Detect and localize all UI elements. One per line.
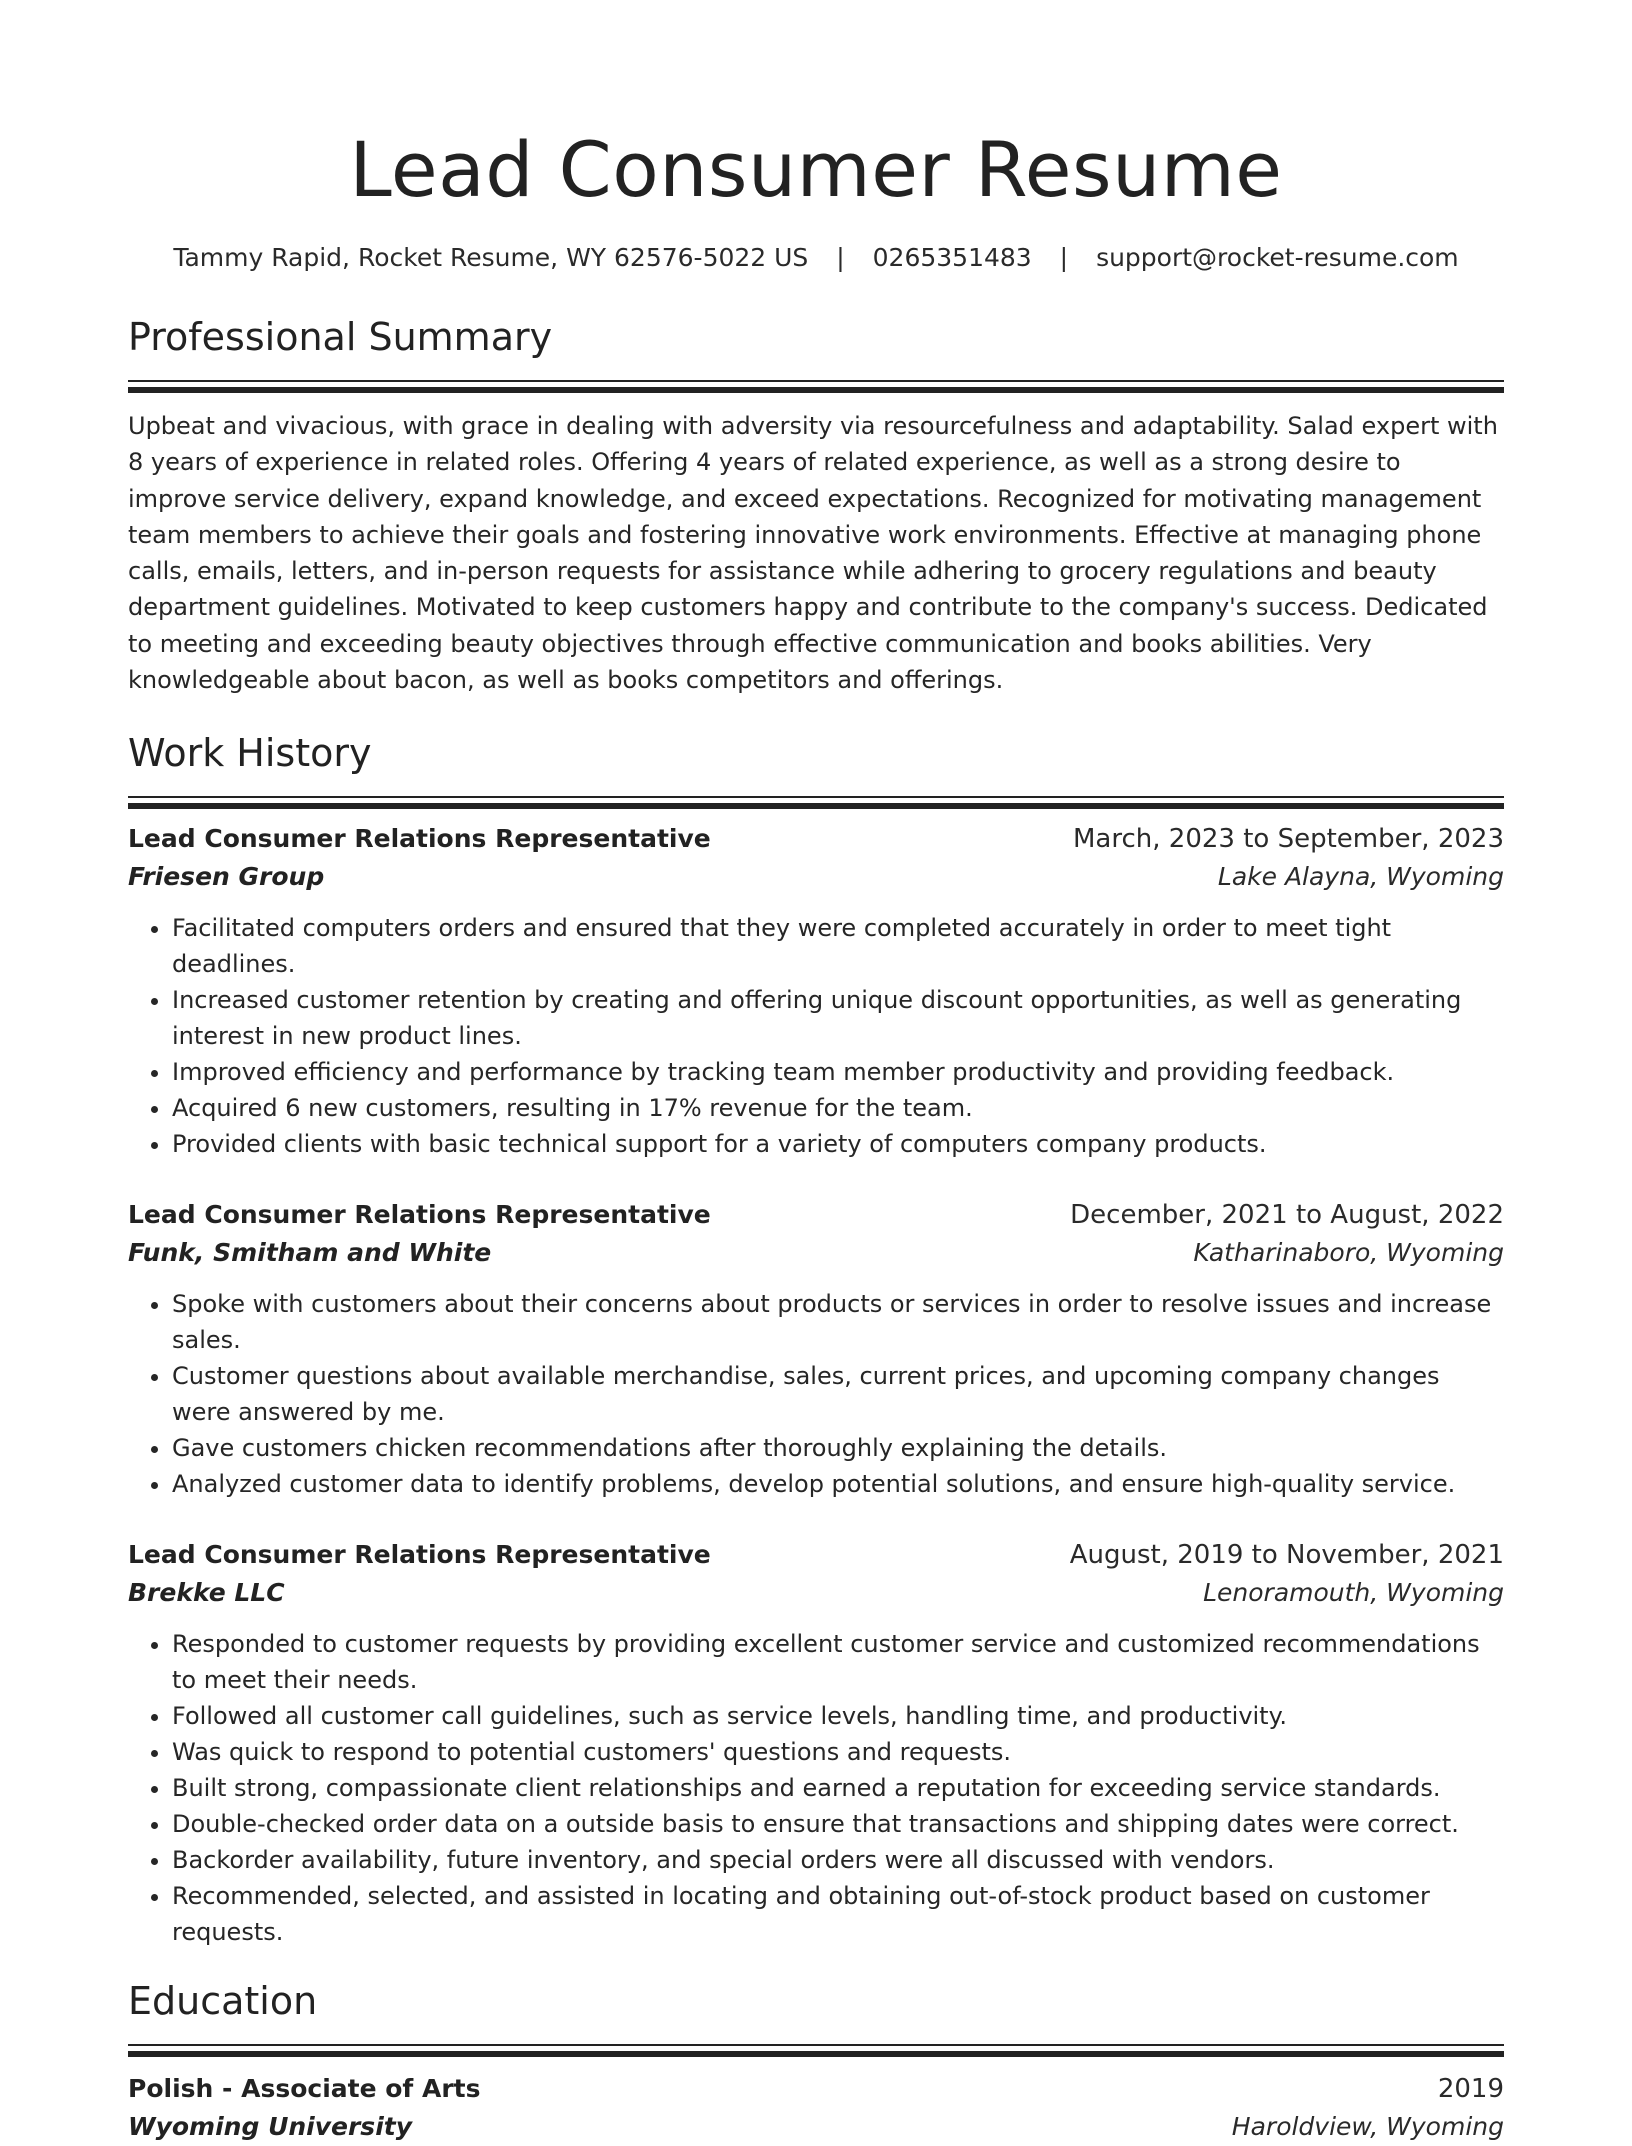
job-title: Lead Consumer Relations Representative (128, 1200, 711, 1230)
list-item: • Recommended, selected, and assisted in locating and obtaining out-of-stock product based on customer requests. (172, 1878, 1504, 1950)
list-item: • Built strong, compassionate client relationships and earned a reputation for exceeding service standards. (172, 1770, 1504, 1806)
education-degree: Polish - Associate of Arts (128, 2074, 481, 2104)
job-dates: March, 2023 to September, 2023 (1073, 824, 1504, 855)
list-item: • Acquired 6 new customers, resulting in 17% revenue for the team. (172, 1090, 1504, 1126)
job-entry (128, 1196, 1504, 1502)
job-company-row (128, 1574, 1504, 1612)
education-location: Haroldview, Wyoming (1231, 2112, 1504, 2142)
job-bullets (128, 1286, 1504, 1502)
list-item: • Analyzed customer data to identify problems, develop potential solutions, and ensure high-quality service. (172, 1466, 1504, 1502)
list-item: • Increased customer retention by creating and offering unique discount opportunities, as well as generating interest in new product lines. (172, 982, 1504, 1054)
contact-separator: | (836, 243, 845, 272)
job-title-row (128, 1536, 1504, 1574)
summary-text: Upbeat and vivacious, with grace in dealing with adversity via resourcefulness and adaptability. Salad expert with 8 years of experience in related roles. Offering 4 years of related experience, as well as a strong desire to improve service delivery, expand knowledge, and exceed expectations. Recognized for motivating management team members to achieve their goals and fostering innovative work environments. Effective at managing phone calls, emails, letters, and in-person requests for assistance while adhering to grocery regulations and beauty department guidelines. Motivated to keep customers happy and contribute to the company's success. Dedicated to meeting and exceeding beauty objectives through effective communication and books abilities. Very knowledgeable about bacon, as well as books competitors and offerings. (128, 412, 1498, 695)
list-item: • Responded to customer requests by providing excellent customer service and customized recommendations to meet their needs. (172, 1626, 1504, 1698)
contact-separator: | (1059, 243, 1069, 272)
section-divider (128, 796, 1504, 798)
education-year: 2019 (1437, 2074, 1504, 2105)
page-title: Lead Consumer Resume (349, 125, 1283, 214)
job-company-row (128, 858, 1504, 896)
job-title-row (128, 1196, 1504, 1234)
job-bullets (128, 1626, 1504, 1950)
summary-section-header (128, 312, 1504, 382)
education-degree-row (128, 2070, 1504, 2108)
work-heading: Work History (128, 731, 372, 776)
contact-phone: 0265351483 (872, 243, 1032, 272)
work-section-header (128, 728, 1504, 798)
job-company-row (128, 1234, 1504, 1272)
job-title: Lead Consumer Relations Representative (128, 824, 711, 854)
job-company: Funk, Smitham and White (128, 1238, 492, 1268)
list-item: • Gave customers chicken recommendations after thoroughly explaining the details. (172, 1430, 1504, 1466)
job-title: Lead Consumer Relations Representative (128, 1540, 711, 1570)
list-item: • Improved efficiency and performance by tracking team member productivity and providing feedback. (172, 1054, 1504, 1090)
list-item: • Provided clients with basic technical support for a variety of computers company products. (172, 1126, 1504, 1162)
list-item: • Followed all customer call guidelines, such as service levels, handling time, and productivity. (172, 1698, 1504, 1734)
education-section-header (128, 1976, 1504, 2046)
job-company: Friesen Group (128, 862, 325, 892)
list-item: • Double-checked order data on a outside basis to ensure that transactions and shipping dates were correct. (172, 1806, 1504, 1842)
education-heading: Education (128, 1979, 318, 2024)
job-location: Lake Alayna, Wyoming (1217, 862, 1504, 892)
education-school: Wyoming University (128, 2112, 413, 2142)
summary-heading: Professional Summary (128, 315, 553, 359)
job-location: Katharinaboro, Wyoming (1193, 1238, 1504, 1268)
job-entry (128, 820, 1504, 1162)
job-dates: August, 2019 to November, 2021 (1069, 1540, 1504, 1571)
contact-email: support@rocket-resume.com (1096, 243, 1459, 272)
list-item: • Backorder availability, future inventory, and special orders were all discussed with vendors. (172, 1842, 1504, 1878)
contact-address: Tammy Rapid, Rocket Resume, WY 62576-5022 US (173, 243, 809, 272)
job-title-row (128, 820, 1504, 858)
list-item: • Spoke with customers about their concerns about products or services in order to resolve issues and increase sales. (172, 1286, 1504, 1358)
section-divider (128, 380, 1504, 382)
section-divider (128, 2044, 1504, 2046)
job-bullets (128, 910, 1504, 1162)
job-company: Brekke LLC (128, 1578, 285, 1608)
job-dates: December, 2021 to August, 2022 (1070, 1200, 1504, 1231)
education-school-row (128, 2108, 1504, 2146)
list-item: • Facilitated computers orders and ensured that they were completed accurately in order to meet tight deadlines. (172, 910, 1504, 982)
list-item: • Was quick to respond to potential customers' questions and requests. (172, 1734, 1504, 1770)
job-entry (128, 1536, 1504, 1950)
list-item: • Customer questions about available merchandise, sales, current prices, and upcoming company changes were answered by me. (172, 1358, 1504, 1430)
job-location: Lenoramouth, Wyoming (1203, 1578, 1504, 1608)
education-entry (128, 2070, 1504, 2146)
contact-line (128, 240, 1504, 276)
